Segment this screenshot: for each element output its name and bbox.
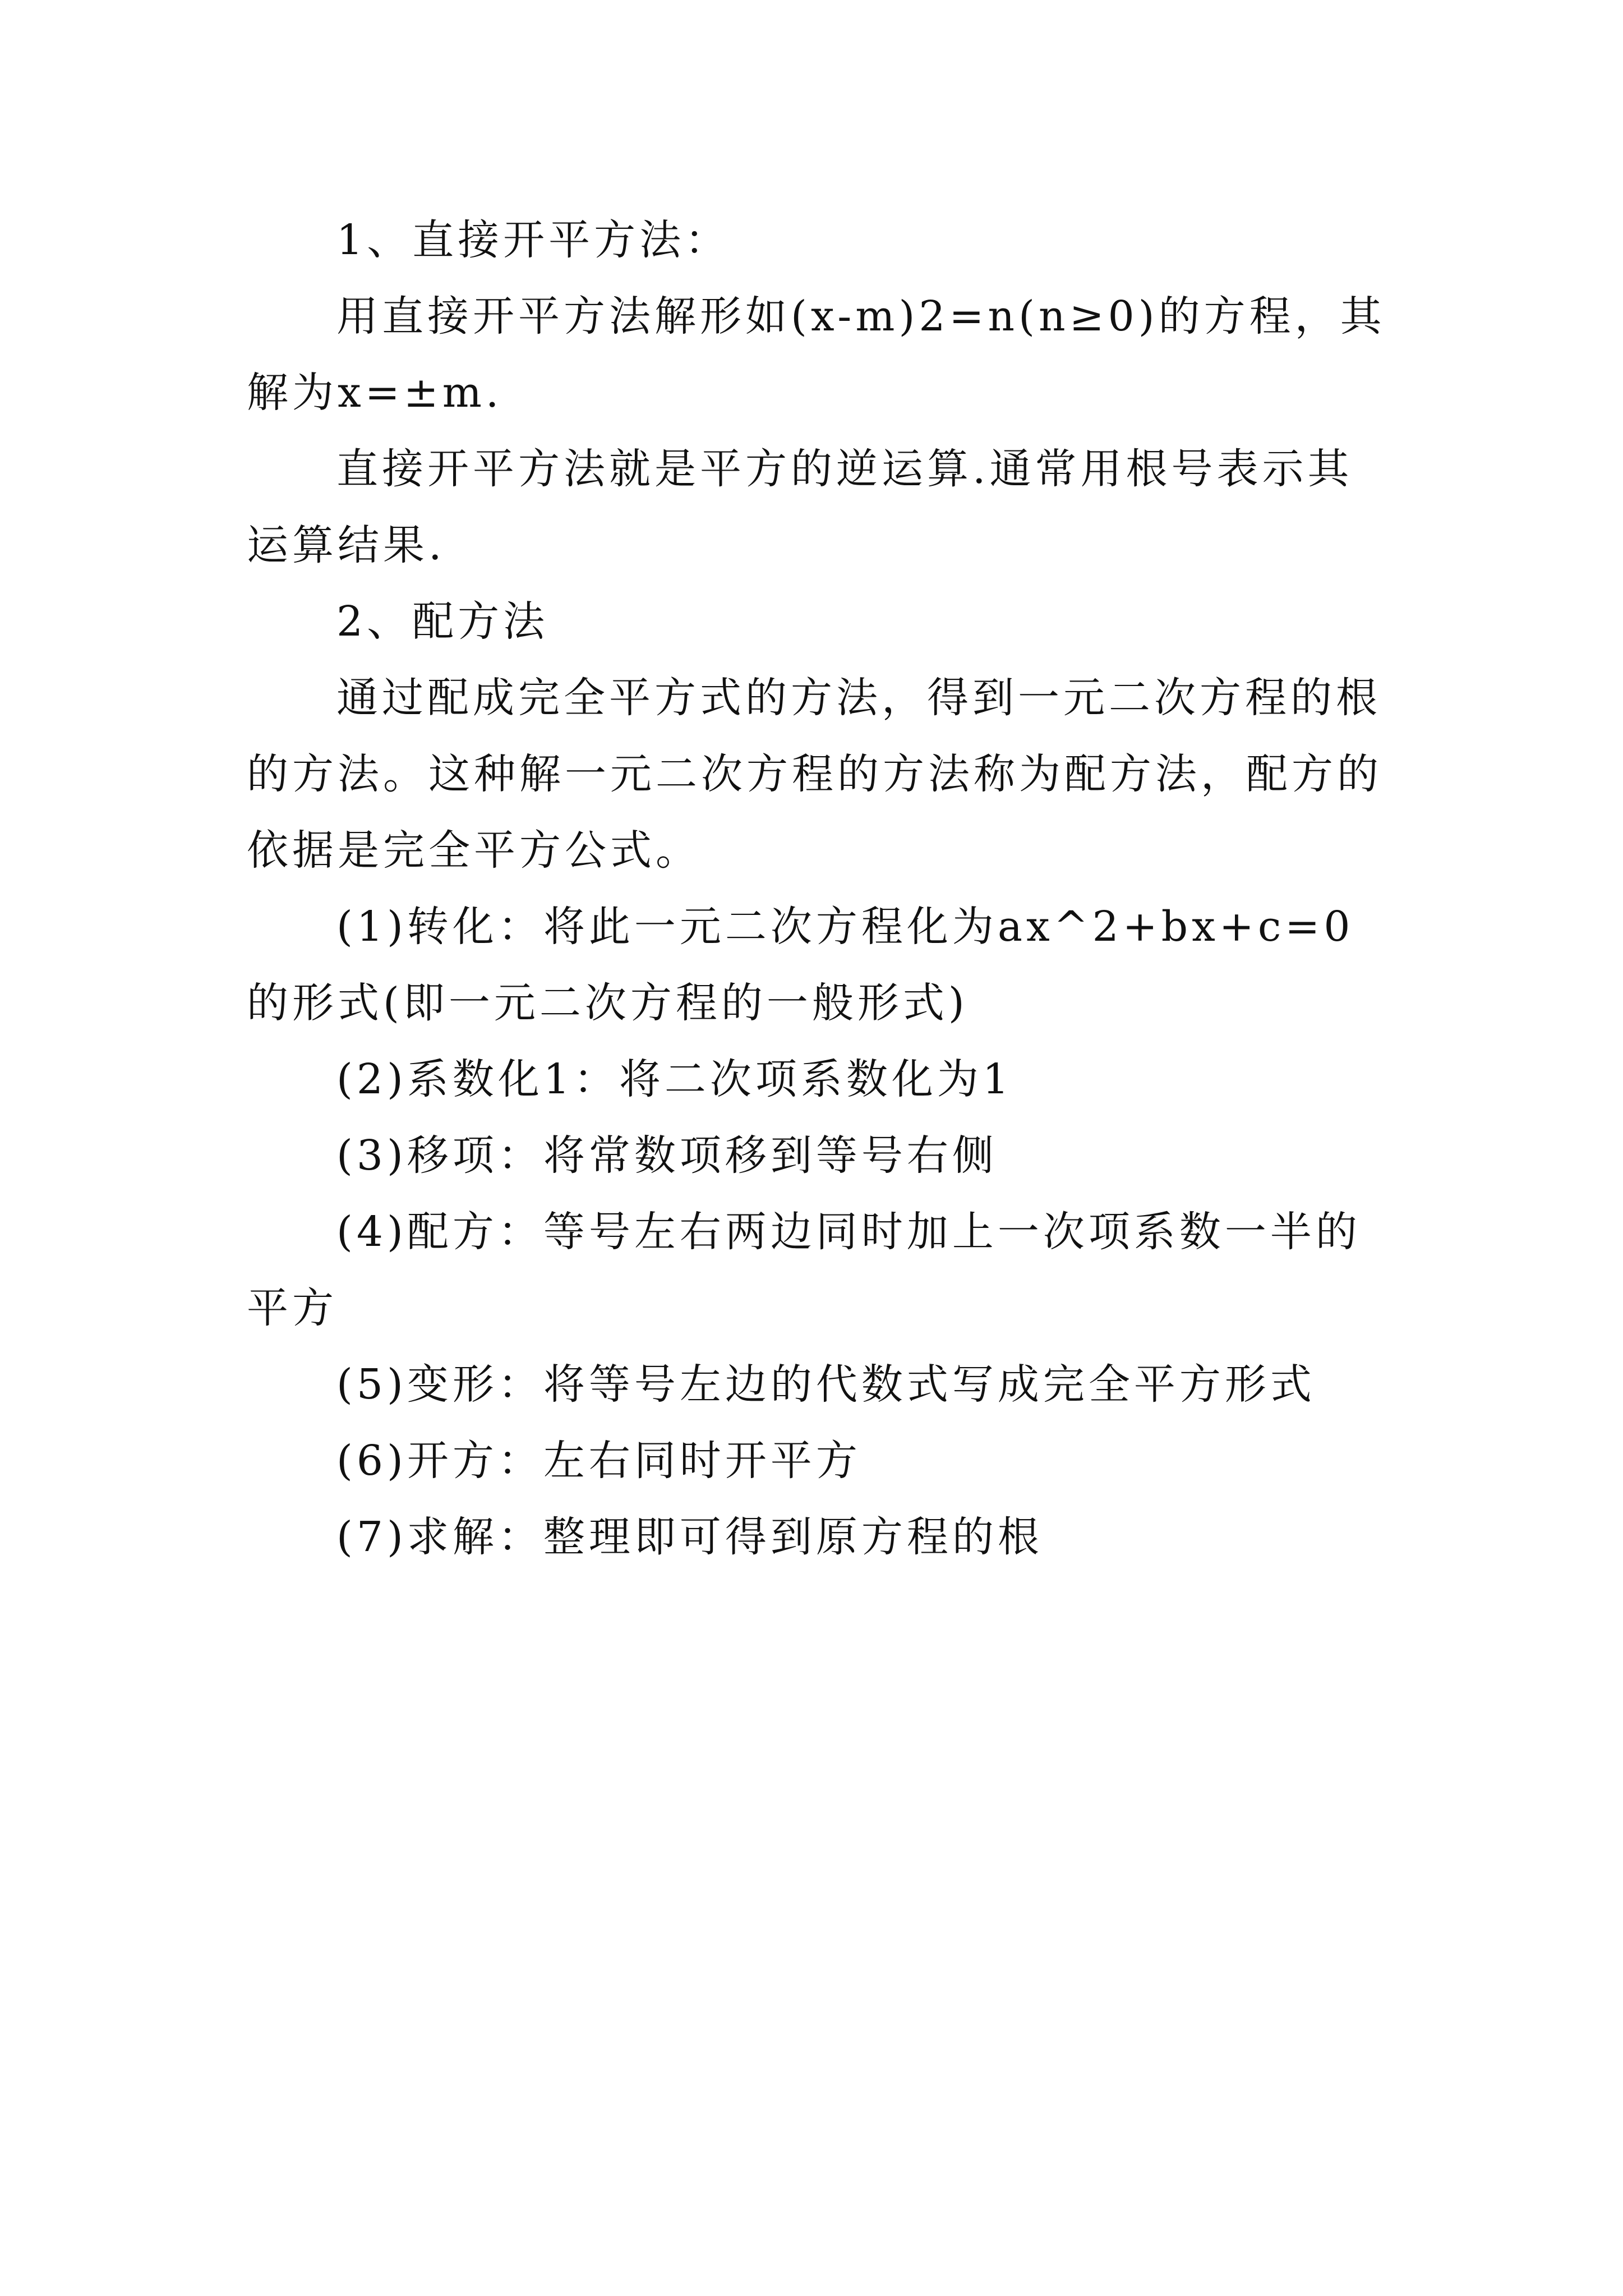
step-5-rewrite: (5)变形：将等号左边的代数式写成完全平方形式 (336, 1360, 1316, 1409)
step-7-solve: (7)求解：整理即可得到原方程的根 (336, 1513, 1043, 1561)
step-2-normalize-coefficient: (2)系数化1：将二次项系数化为1 (336, 1055, 1013, 1103)
step-4-complete-square: (4)配方：等号左右两边同时加上一次项系数一半的平方 (247, 1208, 1361, 1332)
paragraph-completing-square-definition: 通过配成完全平方式的方法，得到一元二次方程的根的方法。这种解一元二次方程的方法称为配方法，配方的依据是完全平方公式。 (247, 674, 1382, 875)
document-body (247, 202, 1391, 1575)
heading-direct-square-root-method: 1、直接开平方法： (336, 216, 731, 264)
step-6-take-root: (6)开方：左右同时开平方 (336, 1437, 861, 1485)
heading-completing-square-method: 2、配方法 (336, 597, 549, 646)
paragraph-direct-method-explanation: 直接开平方法就是平方的逆运算.通常用根号表示其运算结果. (247, 445, 1353, 569)
step-3-move-terms: (3)移项：将常数项移到等号右侧 (336, 1131, 998, 1180)
paragraph-direct-method-definition: 用直接开平方法解形如(x-m)2=n(n≥0)的方程，其解为x=±m. (247, 292, 1386, 417)
step-1-transform: (1)转化：将此一元二次方程化为ax^2+bx+c=0的形式(即一元二次方程的一般形式) (247, 903, 1354, 1027)
